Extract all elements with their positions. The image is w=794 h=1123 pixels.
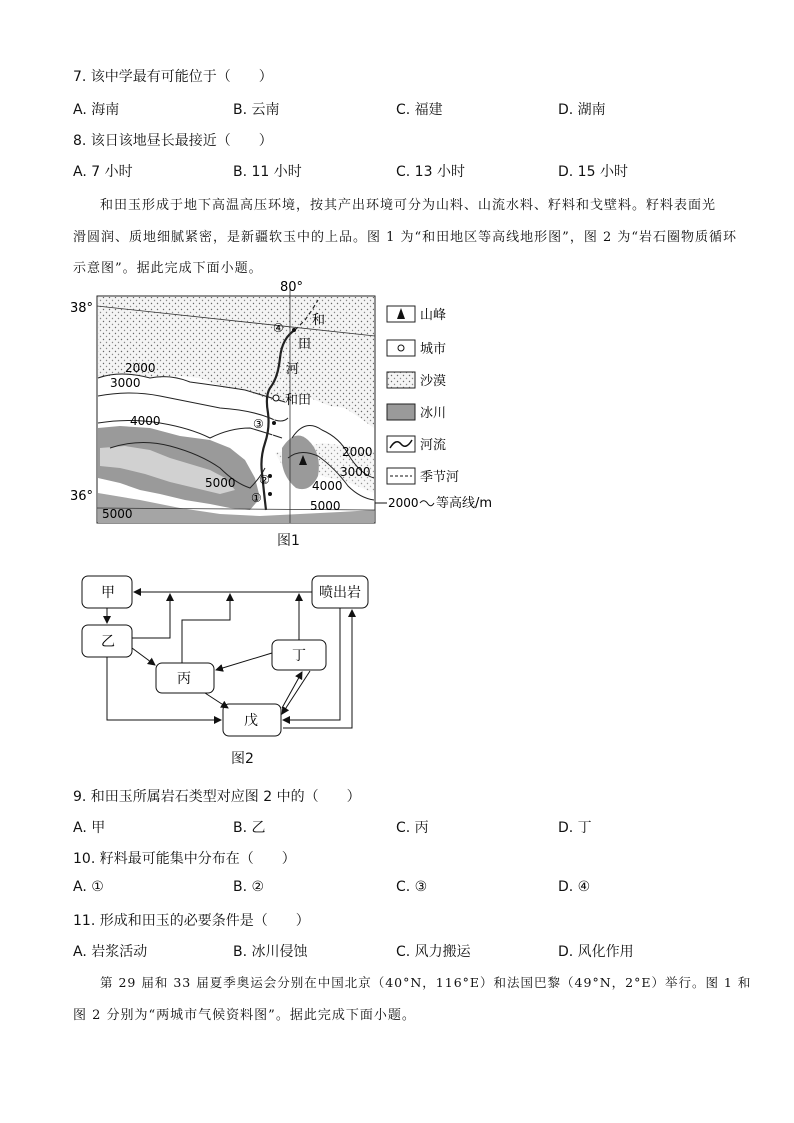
point-4: ④ (273, 321, 284, 335)
q8-option-a: A. 7 小时 (73, 164, 133, 180)
contour-label-3000-west: 3000 (110, 376, 141, 390)
contour-label-3000-east: 3000 (340, 465, 371, 479)
city-name: 和田 (285, 393, 312, 408)
contour-label-5000-east: 5000 (310, 499, 341, 513)
q9-option-c: C. 丙 (396, 820, 429, 836)
node-penchuyan: 喷出岩 (319, 585, 361, 601)
q9-option-a: A. 甲 (73, 820, 106, 836)
point-1: ① (251, 491, 262, 505)
latitude-top-label: 38° (70, 301, 94, 316)
q10-option-a: A. ① (73, 879, 104, 895)
q9-option-b: B. 乙 (233, 820, 266, 836)
legend-peak: 山峰 (420, 308, 447, 323)
q11-option-a: A. 岩浆活动 (73, 944, 148, 960)
q10-option-b: B. ② (233, 879, 265, 895)
figure1-caption: 图1 (277, 533, 300, 549)
figure1-map (60, 278, 520, 553)
node-jia: 甲 (101, 585, 115, 601)
q8-stem: 8. 该日该地昼长最接近（ ） (73, 133, 273, 149)
q11-stem: 11. 形成和田玉的必要条件是（ ） (73, 913, 310, 929)
q9-stem: 9. 和田玉所属岩石类型对应图 2 中的（ ） (73, 789, 361, 805)
node-wu: 戊 (244, 713, 258, 729)
point-3: ③ (253, 417, 264, 431)
river-name-1: 和 (312, 313, 326, 328)
contour-label-4000-east: 4000 (312, 479, 343, 493)
q11-option-d: D. 风化作用 (558, 944, 634, 960)
q7-option-b: B. 云南 (233, 102, 280, 118)
figure2-caption: 图2 (231, 751, 254, 767)
q10-option-c: C. ③ (396, 879, 428, 895)
passage1-line3: 示意图”。据此完成下面小题。 (73, 261, 263, 276)
legend-city: 城市 (420, 342, 447, 357)
passage2-line2: 图 2 分别为“两城市气候资料图”。据此完成下面小题。 (73, 1008, 416, 1023)
q8-option-d: D. 15 小时 (558, 164, 628, 180)
q7-stem: 7. 该中学最有可能位于（ ） (73, 69, 273, 85)
legend-river: 河流 (420, 438, 447, 453)
contour-label-2000-west: 2000 (125, 361, 156, 375)
river-name-2: 田 (298, 337, 312, 352)
node-bing: 丙 (177, 671, 191, 687)
q11-option-b: B. 冰川侵蚀 (233, 944, 308, 960)
node-ding: 丁 (292, 648, 306, 664)
longitude-label: 80° (280, 280, 304, 295)
latitude-bottom-label: 36° (70, 489, 94, 504)
contour-label-4000-west: 4000 (130, 414, 161, 428)
q9-option-d: D. 丁 (558, 820, 592, 836)
legend-glacier: 冰川 (420, 406, 447, 421)
legend-seasonal-river: 季节河 (420, 470, 460, 485)
q7-option-c: C. 福建 (396, 102, 443, 118)
passage1-line2: 滑圆润、质地细腻紧密，是新疆软玉中的上品。图 1 为“和田地区等高线地形图”，图 2 为“岩石圈物质循环 (73, 230, 738, 245)
passage1-line1: 和田玉形成于地下高温高压环境，按其产出环境可分为山料、山流水料、籽料和戈壁料。籽料表面光 (100, 198, 717, 213)
q7-option-d: D. 湖南 (558, 102, 606, 118)
point-2: ② (259, 473, 270, 487)
river-name-3: 河 (286, 362, 300, 377)
q8-option-b: B. 11 小时 (233, 164, 302, 180)
node-yi: 乙 (101, 634, 115, 650)
passage2-line1: 第 29 届和 33 届夏季奥运会分别在中国北京（40°N，116°E）和法国巴黎（49°N，2°E）举行。图 1 和 (100, 975, 752, 990)
legend-contour-label: 等高线/m (436, 496, 493, 511)
q11-option-c: C. 风力搬运 (396, 944, 471, 960)
contour-label-2000-east: 2000 (342, 445, 373, 459)
q10-stem: 10. 籽料最可能集中分布在（ ） (73, 851, 296, 867)
contour-label-5000-center: 5000 (205, 476, 236, 490)
q8-option-c: C. 13 小时 (396, 164, 465, 180)
q7-option-a: A. 海南 (73, 102, 120, 118)
legend-contour-value: 2000 (388, 496, 419, 510)
legend-desert: 沙漠 (420, 374, 447, 389)
city-icon (273, 395, 279, 401)
figure2-rock-cycle (70, 568, 380, 743)
q10-option-d: D. ④ (558, 879, 591, 895)
contour-label-5000-sw: 5000 (102, 507, 133, 521)
